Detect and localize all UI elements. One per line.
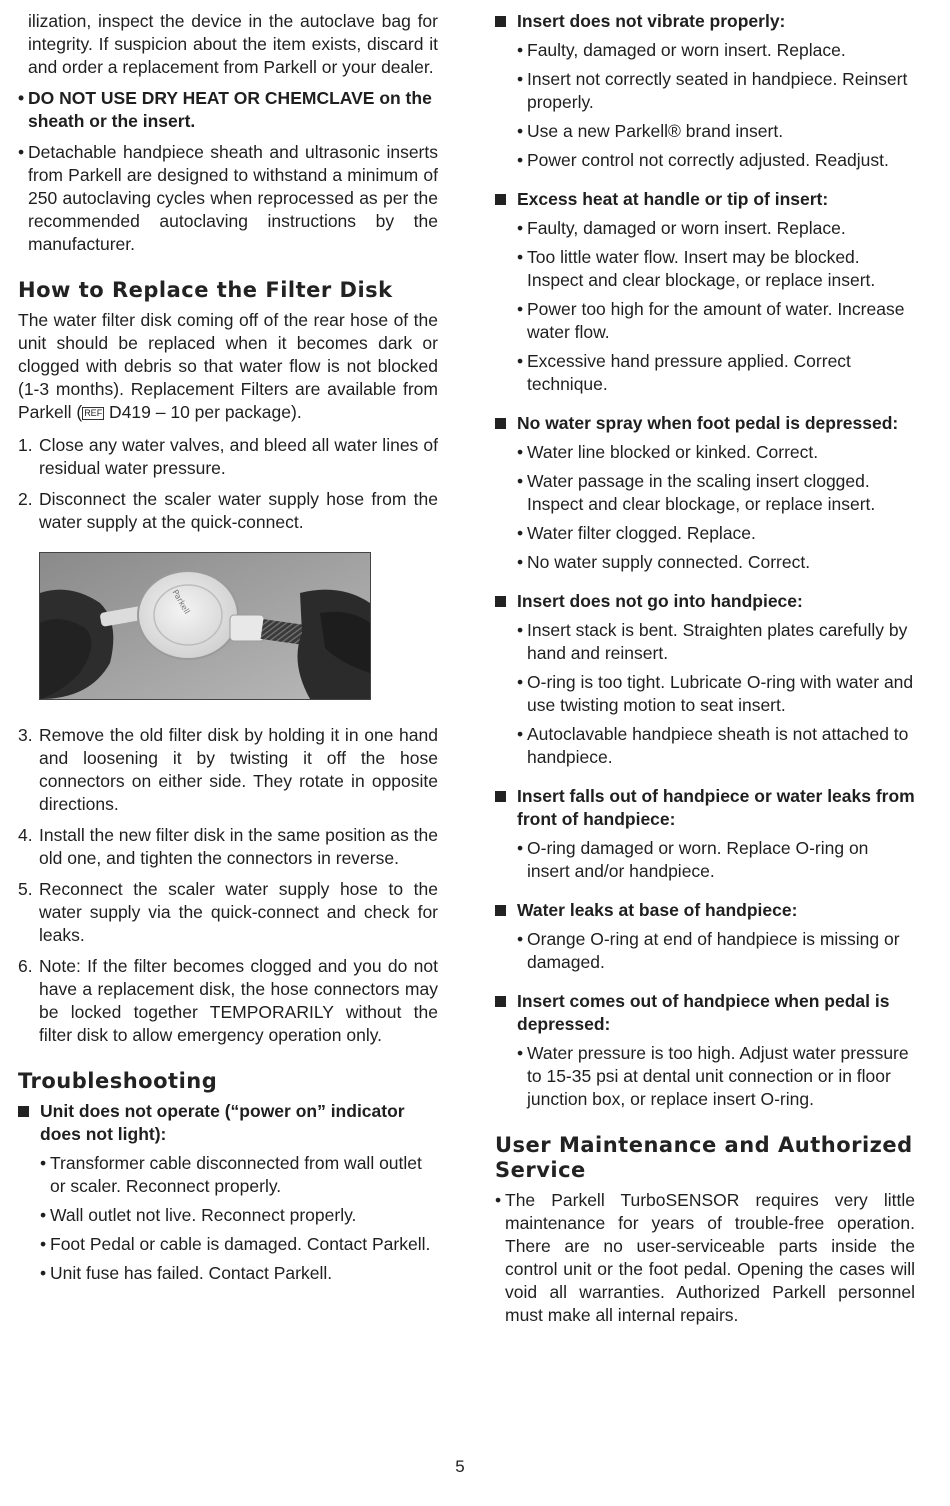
ts-item: • Use a new Parkell® brand insert. [517,120,915,143]
ts-item: • Power too high for the amount of water. Increase water flow. [517,298,915,344]
step-item: 3. Remove the old filter disk by holding it in one hand and loosening it by twisting it off the hose connectors on either side. They rotate in opposite directions. [18,725,438,814]
ts-item: • Autoclavable handpiece sheath is not attached to handpiece. [517,723,915,769]
ts-item: • Insert not correctly seated in handpiece. Reinsert properly. [517,68,915,114]
ts-group-head: Unit does not operate (“power on” indicator does not light): [18,1100,438,1146]
filter-section-heading: How to Replace the Filter Disk [18,278,393,302]
ts-item: • Water pressure is too high. Adjust water pressure to 15-35 psi at dental unit connection or in floor junction box, or replace insert O-ring. [517,1042,915,1111]
autoclave-cycles-note: • Detachable handpiece sheath and ultrasonic inserts from Parkell are designed to withstand a minimum of 250 autoclaving cycles when reprocessed as per the recommended autoclaving instructions by the manufacturer. [18,141,438,256]
ts-group-items [517,928,915,974]
ts-group-items [517,441,915,574]
ts-item: • O-ring damaged or worn. Replace O-ring on insert and/or handpiece. [517,837,915,883]
ts-item: • Foot Pedal or cable is damaged. Contact Parkell. [40,1233,438,1256]
steps-list-a [18,434,438,534]
ts-item: • O-ring is too tight. Lubricate O-ring with water and use twisting motion to seat insert. [517,671,915,717]
page-number: 5 [455,1457,465,1476]
ts-item: • No water supply connected. Correct. [517,551,915,574]
step-item: 6. Note: If the filter becomes clogged and you do not have a replacement disk, the hose connectors may be locked together TEMPORARILY without the filter disk to allow emergency operation only. [18,956,438,1045]
ts-group-head: Insert does not vibrate properly: [495,10,915,33]
ts-item: • Water filter clogged. Replace. [517,522,915,545]
ts-group-head: Water leaks at base of handpiece: [495,899,915,922]
ts-item: • Water line blocked or kinked. Correct. [517,441,915,464]
ts-item: • Faulty, damaged or worn insert. Replace. [517,217,915,240]
square-bullet-icon [495,905,506,916]
square-bullet-icon [495,418,506,429]
filter-disk-photo-illustration [40,553,370,699]
ts-item: • Power control not correctly adjusted. Readjust. [517,149,915,172]
ts-item: • Wall outlet not live. Reconnect properly. [40,1204,438,1227]
ts-item: • Unit fuse has failed. Contact Parkell. [40,1262,438,1285]
ts-item: • Too little water flow. Insert may be blocked. Inspect and clear blockage, or replace insert. [517,246,915,292]
filter-intro: The water filter disk coming off of the rear hose of the unit should be replaced when it becomes dark or clogged with debris so that water flow is not blocked (1-3 months). Replacement Filters are available from Parkell ( REF D419 – 10 per package). [18,310,438,422]
ts-group-items [517,217,915,396]
square-bullet-icon [495,996,506,1007]
ts-item: • Orange O-ring at end of handpiece is missing or damaged. [517,928,915,974]
ts-group-items [40,1152,438,1285]
troubleshooting-heading: Troubleshooting [18,1069,218,1093]
ts-group-items [517,39,915,172]
intro-continued: ilization, inspect the device in the autoclave bag for integrity. If suspicion about the item exists, discard it and order a replacement from Parkell or your dealer. [28,11,438,77]
ref-symbol: REF [84,408,103,418]
step-item: 2. Disconnect the scaler water supply hose from the water supply at the quick-connect. [18,489,438,532]
ts-item: • Transformer cable disconnected from wall outlet or scaler. Reconnect properly. [40,1152,438,1198]
square-bullet-icon [495,791,506,802]
ts-group-head: Insert does not go into handpiece: [495,590,915,613]
step-item: 5. Reconnect the scaler water supply hose to the water supply via the quick-connect and check for leaks. [18,879,438,945]
right-column [495,10,915,1327]
square-bullet-icon [495,194,506,205]
ts-item: • Water passage in the scaling insert clogged. Inspect and clear blockage, or replace insert. [517,470,915,516]
ts-item: • Insert stack is bent. Straighten plates carefully by hand and reinsert. [517,619,915,665]
maintenance-text: • The Parkell TurboSENSOR requires very little maintenance for years of trouble-free operation. There are no user-serviceable parts inside the control unit or the foot pedal. Opening the cases will void all warranties. Authorized Parkell personnel must make all internal repairs. [495,1189,915,1327]
ts-group-head: Insert falls out of handpiece or water leaks from front of handpiece: [495,785,915,831]
dry-heat-warning: • DO NOT USE DRY HEAT OR CHEMCLAVE on the sheath or the insert. [18,87,438,133]
step-item: 4. Install the new filter disk in the same position as the old one, and tighten the connectors in reverse. [18,825,438,868]
left-column [18,10,438,1285]
ts-group-items [517,619,915,769]
ts-group-head: Excess heat at handle or tip of insert: [495,188,915,211]
ts-group-head: No water spray when foot pedal is depressed: [495,412,915,435]
square-bullet-icon [495,16,506,27]
steps-list-b [18,724,438,1047]
step-item: 1. Close any water valves, and bleed all water lines of residual water pressure. [18,435,438,478]
ts-group-items [517,837,915,883]
ts-group-head: Insert comes out of handpiece when pedal is depressed: [495,990,915,1036]
ts-item: • Faulty, damaged or worn insert. Replace. [517,39,915,62]
maintenance-heading: User Maintenance and Authorized Service [495,1133,913,1182]
square-bullet-icon [495,596,506,607]
ts-item: • Excessive hand pressure applied. Correct technique. [517,350,915,396]
filter-disk-photo [39,552,371,700]
filter-disk-brand-text: Parkell [170,588,192,616]
square-bullet-icon [18,1106,29,1117]
ts-group-items [517,1042,915,1111]
